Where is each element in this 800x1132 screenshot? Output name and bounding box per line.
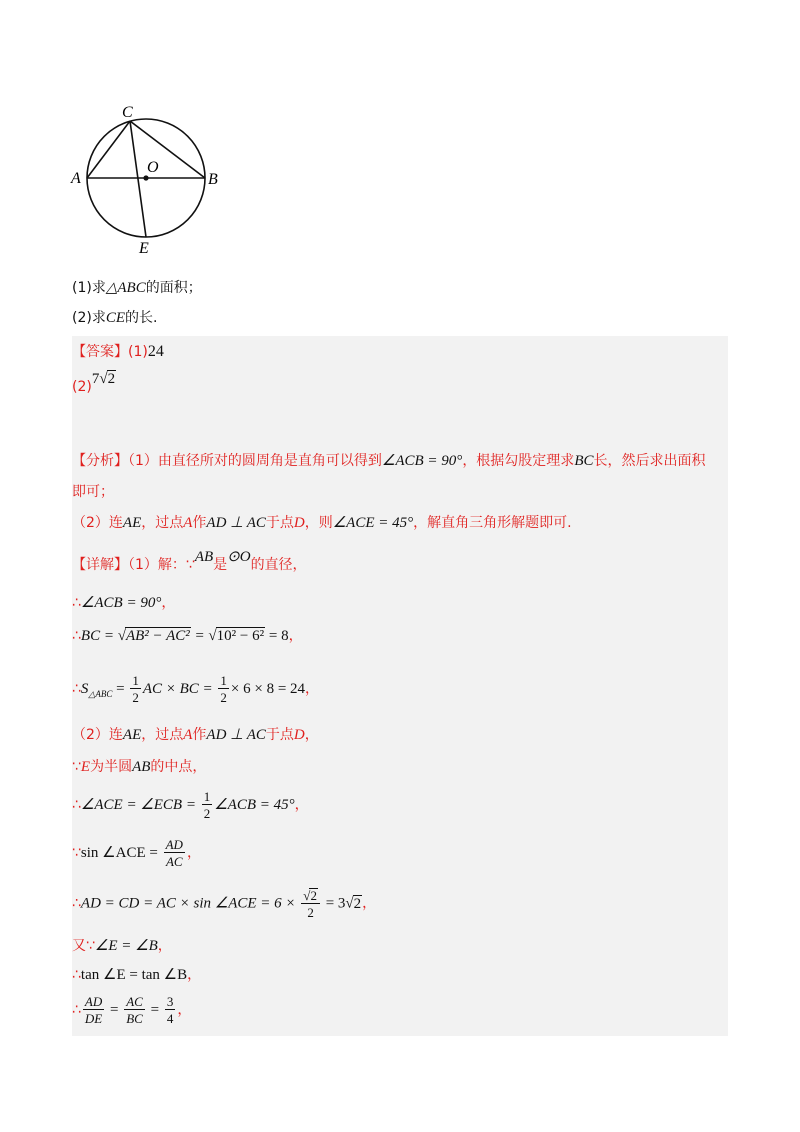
- detail-7b: ∠ACB = 45°: [214, 797, 295, 813]
- answer-1-prefix: (1): [128, 344, 148, 360]
- fraction-root2-half: $\frac{√2}{2}$: [301, 888, 320, 919]
- detail-3-end: ，: [288, 628, 303, 644]
- detail-4-sub: △ABC: [88, 688, 113, 699]
- analysis-text-3b: ，过点: [141, 515, 184, 531]
- detail-9-rad: 2: [353, 895, 362, 912]
- analysis-math-3e: ∠ACE = 45°: [332, 515, 414, 531]
- analysis-text-1a: （1）由直径所对的圆周角是直角可以得到: [128, 453, 382, 469]
- therefore-symbol: ∴: [72, 895, 81, 912]
- detail-4-tail: × 6 × 8 = 24: [230, 681, 306, 697]
- analysis-text-3f: ，解直角三角形解题即可.: [413, 515, 572, 531]
- analysis-math-3a: AE: [122, 515, 142, 531]
- analysis-math-1: ∠ACB = 90°: [381, 453, 463, 469]
- detail-10-end: ，: [157, 938, 172, 954]
- detail-5b: ，过点: [141, 727, 184, 743]
- detail-1c: 的直径，: [250, 557, 307, 573]
- analysis-line-2: [72, 481, 114, 501]
- detail-line-12: [72, 995, 191, 1025]
- detail-6-e: E: [80, 759, 91, 775]
- question-2: [72, 307, 157, 327]
- q2-math: CE: [105, 310, 126, 326]
- detail-line-10: [72, 935, 172, 955]
- detail-6-ab: AB: [132, 759, 151, 775]
- detail-8-end: ，: [186, 845, 201, 861]
- center-dot: [143, 175, 148, 180]
- detail-5-perp: AD ⊥ AC: [206, 727, 266, 743]
- chord-cb: [130, 121, 205, 178]
- detail-4-s: S: [80, 681, 89, 697]
- point-label-a: A: [71, 170, 81, 187]
- detail-line-1: [72, 549, 307, 574]
- detail-5d: 于点: [265, 727, 294, 743]
- detail-4-eq: =: [112, 681, 129, 697]
- point-label-c: C: [122, 104, 133, 121]
- answer-tag: 【答案】: [72, 344, 128, 360]
- detail-line-9: ∴AD = CD = AC × sin ∠ACE = 6 × $\frac{√2}{2}$ = 3√2，: [72, 888, 377, 920]
- answer-2-prefix: (2): [72, 379, 92, 395]
- detail-2-math: ∠ACB = 90°: [80, 595, 162, 611]
- detail-line-2: [72, 592, 175, 612]
- detail-9-end: ，: [362, 895, 377, 912]
- q2-prefix: (2)求: [72, 310, 106, 326]
- therefore-symbol: ∴: [72, 681, 81, 697]
- detail-1b: 是: [213, 557, 228, 573]
- detail-3-lhs: BC =: [80, 628, 118, 644]
- therefore-symbol: ∴: [72, 967, 81, 983]
- circle-figure: [60, 95, 240, 260]
- detail-7a: ∠ACE = ∠ECB =: [80, 797, 200, 813]
- q1-math: △ABC: [105, 280, 146, 296]
- detail-line-8: [72, 838, 201, 868]
- detail-9b: = 3: [321, 895, 346, 912]
- detail-11-math: tan ∠E = tan ∠B: [80, 967, 188, 983]
- detail-5e: ，: [304, 727, 319, 743]
- detail-line-7: [72, 790, 309, 820]
- detail-3-rad1: AB² − AC²: [125, 628, 190, 644]
- answer-line-1: [72, 341, 164, 361]
- analysis-text-3c: 作: [192, 515, 207, 531]
- detail-line-4: [72, 674, 319, 704]
- fraction-ad-ac: $\frac{AD}{AC}$: [165, 837, 183, 869]
- detail-5a: （2）连: [72, 727, 123, 743]
- detail-line-3: ∴BC = √AB² − AC² = √10² − 6² = 8，: [72, 628, 303, 644]
- therefore-symbol: ∴: [72, 628, 81, 644]
- detail-7-end: ，: [294, 797, 309, 813]
- answer-2-rad: 2: [107, 371, 116, 387]
- detail-line-11: [72, 964, 201, 984]
- analysis-text-3d: 于点: [265, 515, 294, 531]
- answer-line-2: (2)7√2: [72, 371, 116, 395]
- analysis-line-1: [72, 450, 705, 470]
- because-symbol: ∵: [72, 759, 81, 775]
- analysis-text-1b: ，根据勾股定理求: [462, 453, 575, 469]
- analysis-text-1c: 长，然后求出面积: [593, 453, 706, 469]
- detail-4-mid: AC × BC =: [142, 681, 217, 697]
- detail-5-a: A: [183, 727, 193, 743]
- q1-prefix: (1)求: [72, 280, 106, 296]
- detail-1a: （1）解：∵: [128, 557, 195, 573]
- analysis-text-3a: （2）连: [72, 515, 123, 531]
- detail-5-d: D: [293, 727, 305, 743]
- analysis-text-3e: ，则: [304, 515, 333, 531]
- answer-1-value: 24: [147, 343, 164, 360]
- analysis-line-3: [72, 512, 572, 532]
- detail-3-eq: =: [190, 628, 209, 644]
- question-1: [72, 277, 202, 297]
- detail-6c: 的中点，: [150, 759, 207, 775]
- detail-2-end: ，: [161, 595, 176, 611]
- detail-10-math: ∠E = ∠B: [94, 938, 158, 954]
- point-label-o: O: [147, 159, 159, 176]
- answer-2-coef: 7: [91, 371, 100, 387]
- detail-12-eq: =: [106, 1002, 123, 1018]
- analysis-math-3b: A: [183, 515, 193, 531]
- detail-11-end: ，: [187, 967, 202, 983]
- analysis-math-3d: D: [293, 515, 305, 531]
- fraction-ad-de: $\frac{AD}{DE}$: [84, 994, 103, 1026]
- detail-3-result: = 8: [265, 628, 289, 644]
- fraction-ac-bc: $\frac{AC}{BC}$: [126, 994, 143, 1026]
- analysis-tag: 【分析】: [72, 453, 128, 469]
- detail-line-5: [72, 724, 319, 744]
- detail-9a: AD = CD = AC × sin ∠ACE = 6 ×: [80, 895, 300, 912]
- detail-line-6: [72, 756, 206, 776]
- detail-6b: 为半圆: [90, 759, 133, 775]
- detail-3-rad2: 10² − 6²: [216, 628, 265, 644]
- because-symbol: ∵: [72, 845, 81, 861]
- analysis-math-3c: AD ⊥ AC: [206, 515, 266, 531]
- detail-5-ae: AE: [122, 727, 142, 743]
- detail-10a: 又∵: [72, 938, 95, 954]
- analysis-math-1b: BC: [574, 453, 594, 469]
- point-label-b: B: [208, 171, 218, 188]
- detail-5c: 作: [192, 727, 207, 743]
- analysis-text-2: 即可；: [72, 484, 114, 500]
- q2-suffix: 的长.: [125, 310, 158, 326]
- point-label-e: E: [139, 240, 149, 257]
- therefore-symbol: ∴: [72, 595, 81, 611]
- fraction-half: $\frac{1}{2}$: [220, 673, 227, 705]
- therefore-symbol: ∴: [72, 797, 81, 813]
- fraction-half: $\frac{1}{2}$: [132, 673, 139, 705]
- q1-suffix: 的面积；: [145, 280, 202, 296]
- fraction-3-4: $\frac{3}{4}$: [166, 994, 174, 1026]
- detail-12-end: ，: [177, 1002, 192, 1018]
- detail-1-circle: ⊙O: [227, 549, 251, 565]
- detail-tag: 【详解】: [72, 557, 128, 573]
- detail-1-ab: AB: [194, 549, 214, 565]
- fraction-half: $\frac{1}{2}$: [203, 789, 211, 821]
- therefore-symbol: ∴: [72, 1002, 81, 1018]
- detail-8a: sin ∠ACE =: [80, 845, 162, 861]
- detail-4-end: ，: [305, 681, 320, 697]
- detail-12-eq2: =: [146, 1002, 163, 1018]
